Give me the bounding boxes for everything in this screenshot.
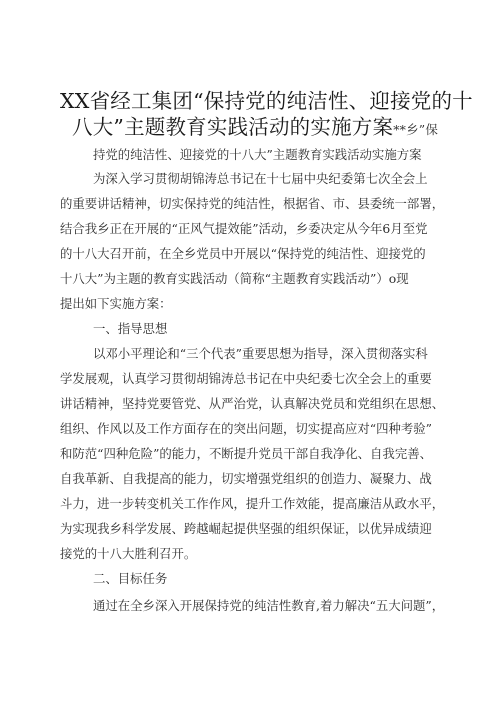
paragraph-line: 以邓小平理论和“三个代表”重要思想为指导，深入贯彻落实科 bbox=[93, 346, 428, 361]
paragraph-line: 接党的十八大胜利召开。 bbox=[60, 546, 197, 561]
paragraph-line: 学发展观，认真学习贯彻胡锦涛总书记在中央纪委七次全会上的重要 bbox=[60, 371, 432, 386]
paragraph-line: 的十八大召开前，在全乡党员中开展以“保持党的纯洁性、迎接党的 bbox=[60, 246, 426, 261]
paragraph-line: 自我革新、自我提高的能力，切实增强党组织的创造力、凝聚力、战 bbox=[60, 471, 432, 486]
paragraph-line: 讲话精神，坚持党要管党、从严治党，认真解决党员和党组织在思想、 bbox=[60, 396, 445, 411]
section-heading: 一、指导思想 bbox=[93, 321, 168, 336]
document-title bbox=[60, 88, 480, 143]
title-line-1: XX省经工集团“保持党的纯洁性、迎接党的十 bbox=[60, 89, 473, 113]
title-line-2 bbox=[60, 114, 480, 143]
paragraph-line: 的重要讲话精神，切实保持党的纯洁性，根据省、市、县委统一部署， bbox=[60, 196, 445, 211]
paragraph-line: 和防范“四种危险”的能力，不断提升党员干部自我净化、自我完善、 bbox=[60, 446, 432, 461]
paragraph-line: 结合我乡正在开展的“正风气提效能”活动，乡委决定从今年6月至党 bbox=[60, 221, 428, 236]
paragraph-line: 为深入学习贯彻胡锦涛总书记在十七届中央纪委第七次全会上 bbox=[93, 171, 428, 186]
paragraph-line: 提出如下实施方案： bbox=[60, 296, 172, 311]
title-line-2-tail: **乡”保 bbox=[393, 122, 439, 137]
paragraph-line: 十八大”为主题的教育实践活动（简称“主题教育实践活动”）o现 bbox=[60, 271, 409, 286]
section-heading: 二、目标任务 bbox=[93, 571, 168, 586]
paragraph-line: 通过在全乡深入开展保持党的纯洁性教育,着力解决“五大问题”， bbox=[93, 598, 445, 613]
title-line-2-main: 八大”主题教育实践活动的实施方案 bbox=[72, 115, 394, 139]
paragraph-line: 斗力，进一步转变机关工作作风，提升工作效能，提高廉洁从政水平， bbox=[60, 496, 445, 511]
subtitle: 持党的纯洁性、迎接党的十八大”主题教育实践活动实施方案 bbox=[93, 147, 422, 162]
paragraph-line: 组织、作风以及工作方面存在的突出问题，切实提高应对“四种考验” bbox=[60, 421, 432, 436]
paragraph-line: 为实现我乡科学发展、跨越崛起提供坚强的组织保证，以优异成绩迎 bbox=[60, 521, 432, 536]
